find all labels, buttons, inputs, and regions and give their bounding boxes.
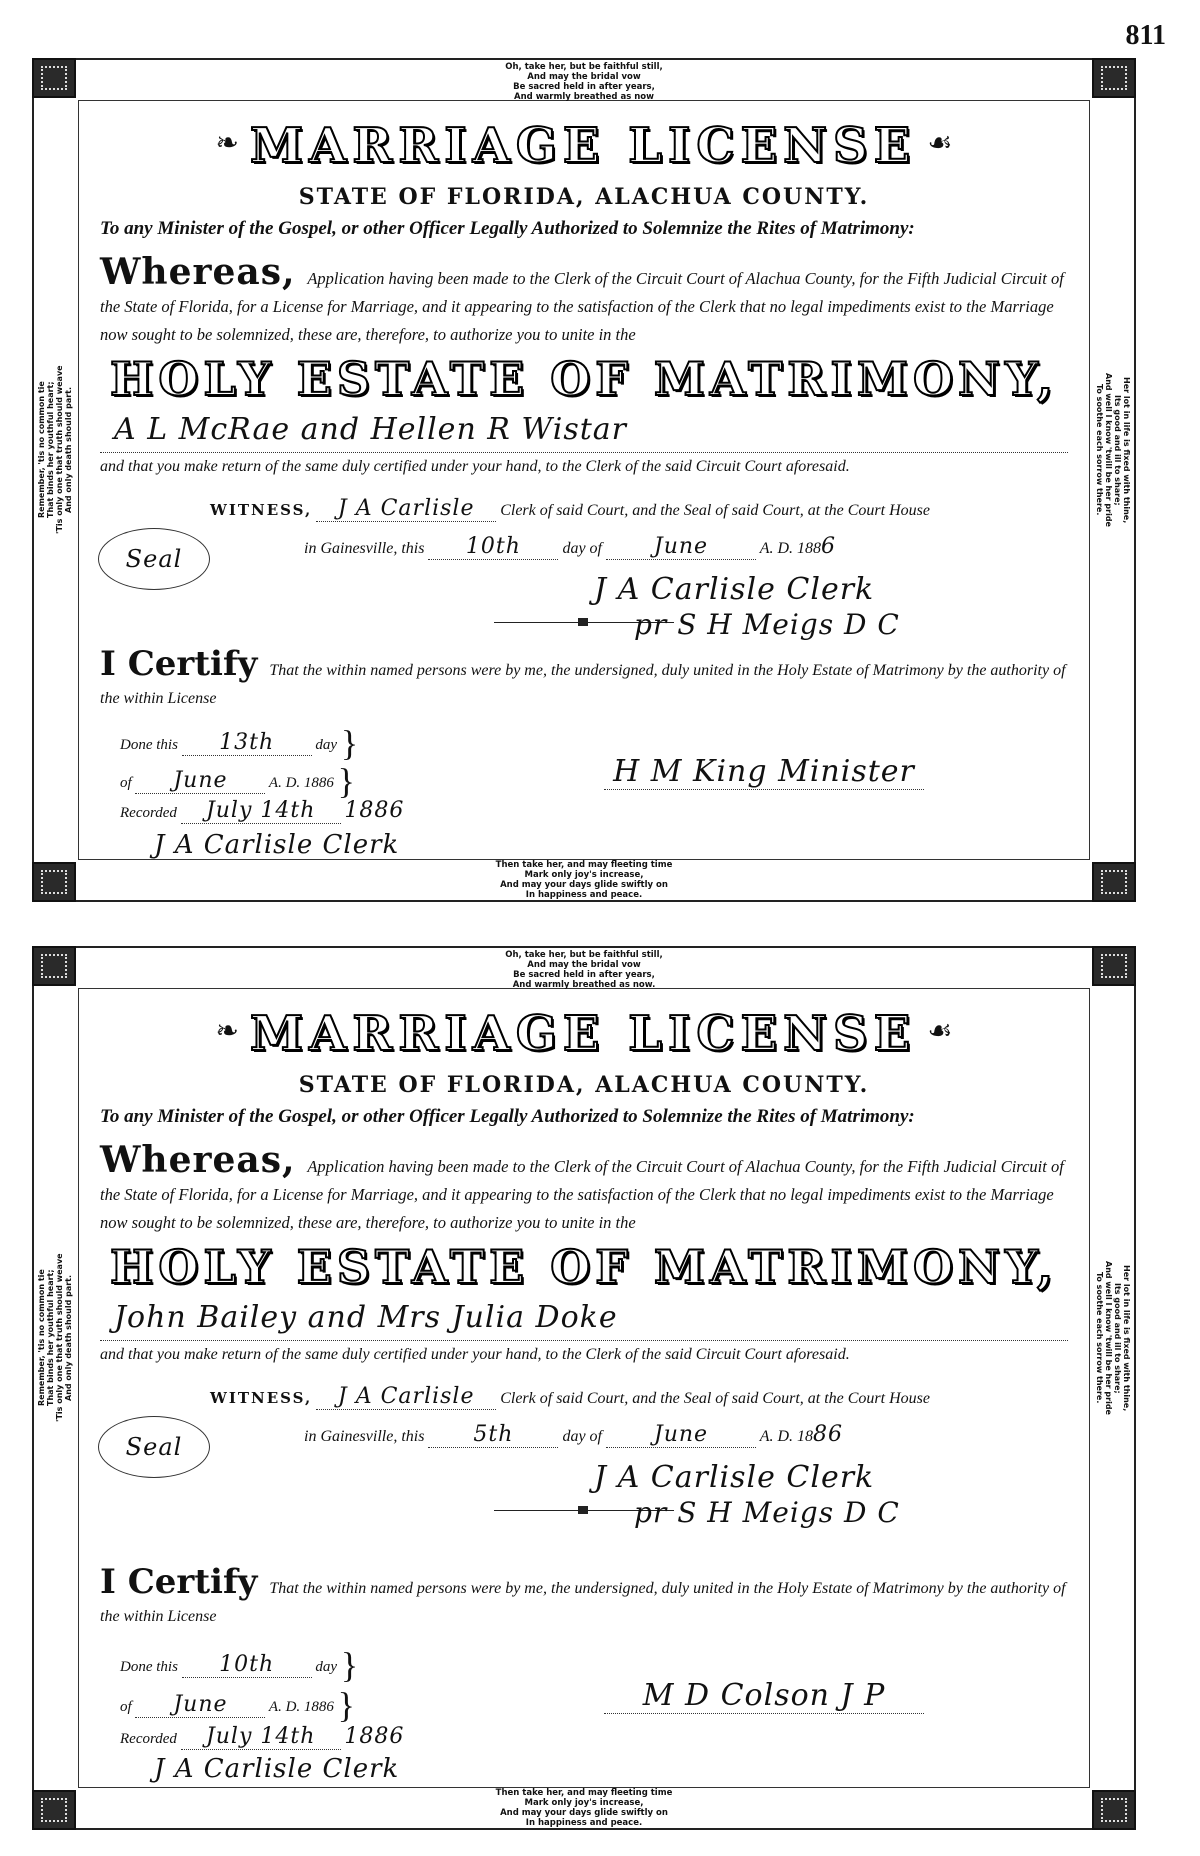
witness-signature: J A Carlisle xyxy=(316,496,496,522)
witness-row xyxy=(100,1384,1074,1410)
recorded-row xyxy=(120,798,404,824)
verse-line: And well I know 'twill be her pride xyxy=(1104,373,1113,527)
flourish-icon: ❧ xyxy=(215,1014,239,1047)
holy-estate-heading: HOLY ESTATE OF MATRIMONY, xyxy=(109,1240,1059,1294)
minister-signature: H M King Minister xyxy=(613,754,915,789)
verse-top xyxy=(34,62,1134,102)
of-label: of xyxy=(120,1699,132,1715)
day-label: day xyxy=(315,1659,338,1675)
couple-names: A L McRae and Hellen R Wistar xyxy=(114,412,627,447)
day-value: 5th xyxy=(428,1422,558,1448)
certify-text: That the within named persons were by me, the undersigned, duly united in the Holy Estate of Matrimony by the authority of the within License xyxy=(100,662,1066,707)
verse-line: And only death should part. xyxy=(64,1274,73,1402)
day-label: day xyxy=(315,737,338,753)
certify-paragraph xyxy=(100,644,1074,713)
witness-label: WITNESS, xyxy=(210,501,313,519)
certify-word: I Certify xyxy=(100,1562,258,1602)
verse-bottom xyxy=(34,1788,1134,1828)
marriage-license-2 xyxy=(32,946,1136,1830)
seal xyxy=(98,528,210,590)
done-ad: A. D. 1886 xyxy=(268,1699,334,1715)
gainesville-text: in Gainesville, this xyxy=(304,1428,425,1445)
holy-estate-heading: HOLY ESTATE OF MATRIMONY, xyxy=(109,352,1059,406)
brace-icon: } xyxy=(340,1645,359,1685)
flourish-icon: ❧ xyxy=(215,126,239,159)
done-month-row xyxy=(120,1684,355,1726)
recorded-row xyxy=(120,1724,404,1750)
verse-line: Be sacred held in after years, xyxy=(513,82,655,92)
verse-line: And well I know 'twill be her pride xyxy=(1104,1261,1113,1415)
whereas-text: Application having been made to the Clerk of the Circuit Court of Alachua County, for the Fifth Judicial Circuit of the State of Florida, for a License for Marriage, and it appearing to the satisfaction of the Clerk that no legal impediments exist to the Marriage now sought to be solemnized, these are, therefore, to authorize you to unite in the xyxy=(100,1157,1064,1232)
done-day: 10th xyxy=(182,1652,312,1678)
recorded-date: July 14th xyxy=(181,1724,341,1750)
ad-label: A. D. 18 xyxy=(759,1428,814,1445)
verse-line: Be sacred held in after years, xyxy=(513,970,655,980)
done-row xyxy=(120,1644,358,1686)
return-text: and that you make return of the same duly certified under your hand, to the Clerk of the said Circuit Court aforesaid. xyxy=(100,1346,850,1363)
verse-line: And warmly breathed as now xyxy=(514,92,654,102)
witness-label: WITNESS, xyxy=(210,1389,313,1407)
witness-signature: J A Carlisle xyxy=(316,1384,496,1410)
address-line: To any Minister of the Gospel, or other Officer Legally Authorized to Solemnize the Rites of Matrimony: xyxy=(100,1106,915,1127)
state-heading: STATE OF FLORIDA, ALACHUA COUNTY. xyxy=(298,1072,870,1098)
seal-text: Seal xyxy=(125,545,183,573)
certify-word: I Certify xyxy=(100,644,258,684)
ad-label: A. D. 188 xyxy=(759,540,822,557)
minister-signature: M D Colson J P xyxy=(642,1678,886,1713)
verse-line: Its good and ill to share; xyxy=(1113,1282,1122,1394)
verse-line: Oh, take her, but be faithful still, xyxy=(505,950,663,960)
verse-line: Oh, take her, but be faithful still, xyxy=(505,62,663,72)
day-of-label: day of xyxy=(562,540,602,557)
verse-line: And may the bridal vow xyxy=(527,960,641,970)
verse-line: And may your days glide swiftly on xyxy=(500,1808,668,1818)
whereas-paragraph xyxy=(100,1139,1068,1237)
date-row xyxy=(304,1422,843,1448)
verse-line: To soothe each sorrow there. xyxy=(1095,1272,1104,1404)
seal-text: Seal xyxy=(125,1433,183,1461)
day-value: 10th xyxy=(428,534,558,560)
couple-names: John Bailey and Mrs Julia Doke xyxy=(114,1300,618,1335)
of-label: of xyxy=(120,775,132,791)
page-number: 811 xyxy=(1125,20,1166,51)
clerk-signature: J A Carlisle Clerk xyxy=(594,1460,875,1495)
verse-top xyxy=(34,950,1134,990)
address-line: To any Minister of the Gospel, or other Officer Legally Authorized to Solemnize the Rites of Matrimony: xyxy=(100,218,915,239)
verse-line: That binds her youthful heart; xyxy=(46,1269,55,1407)
date-row xyxy=(304,534,836,560)
flourish-icon: ☙ xyxy=(927,126,953,159)
certify-paragraph xyxy=(100,1562,1074,1631)
minister-signature-line xyxy=(604,754,924,790)
clerk-text: Clerk of said Court, and the Seal of said Court, at the Court House xyxy=(500,1390,930,1407)
year-digit: 86 xyxy=(813,1422,844,1447)
certify-text: That the within named persons were by me, the undersigned, duly united in the Holy Estate of Matrimony by the authority of the within License xyxy=(100,1580,1066,1625)
license-title: MARRIAGE LICENSE xyxy=(250,1006,917,1062)
license-title: MARRIAGE LICENSE xyxy=(250,118,917,174)
done-row xyxy=(120,722,358,764)
done-day: 13th xyxy=(182,730,312,756)
clerk-signature: J A Carlisle Clerk xyxy=(594,572,875,607)
brace-icon: } xyxy=(337,1685,355,1725)
done-this-label: Done this xyxy=(120,737,178,753)
verse-bottom xyxy=(34,860,1134,900)
recorded-date: July 14th xyxy=(181,798,341,824)
recorded-year: 1886 xyxy=(344,798,405,823)
done-ad: A. D. 1886 xyxy=(268,775,334,791)
verse-line: 'Tis only one that truth should weave xyxy=(55,365,64,535)
brace-icon: } xyxy=(337,761,355,801)
month-value: June xyxy=(606,1422,756,1448)
done-month: June xyxy=(135,1692,265,1718)
flourish-icon: ☙ xyxy=(927,1014,953,1047)
verse-line: And warmly breathed as now. xyxy=(512,980,656,990)
done-this-label: Done this xyxy=(120,1659,178,1675)
recorded-clerk-signature: J A Carlisle Clerk xyxy=(154,830,400,860)
verse-line: Mark only joy's increase, xyxy=(524,1798,644,1808)
verse-line: And may your days glide swiftly on xyxy=(500,880,668,890)
deputy-signature: pr S H Meigs D C xyxy=(634,1496,900,1529)
recorded-year: 1886 xyxy=(344,1724,405,1749)
marriage-license-1 xyxy=(32,58,1136,902)
return-text: and that you make return of the same duly certified under your hand, to the Clerk of the said Circuit Court aforesaid. xyxy=(100,458,850,475)
deputy-signature: pr S H Meigs D C xyxy=(634,608,900,641)
verse-line: Mark only joy's increase, xyxy=(524,870,644,880)
verse-line: Her lot in life is fixed with thine, xyxy=(1122,376,1131,524)
verse-line: Its good and ill to share; xyxy=(1113,394,1122,506)
year-digit: 6 xyxy=(821,534,837,559)
names-line xyxy=(100,412,1068,453)
witness-row xyxy=(100,496,1074,522)
verse-line: Remember, 'tis no common tie xyxy=(37,381,46,519)
license-title-row xyxy=(34,118,1134,174)
brace-icon: } xyxy=(340,723,359,763)
clerk-text: Clerk of said Court, and the Seal of said Court, at the Court House xyxy=(500,502,930,519)
verse-line: And may the bridal vow xyxy=(527,72,641,82)
names-line xyxy=(100,1300,1068,1341)
whereas-word: Whereas, xyxy=(100,1139,296,1181)
done-month-row xyxy=(120,760,355,802)
gainesville-text: in Gainesville, this xyxy=(304,540,425,557)
verse-line: That binds her youthful heart; xyxy=(46,381,55,519)
state-heading: STATE OF FLORIDA, ALACHUA COUNTY. xyxy=(298,184,870,210)
verse-line: In happiness and peace. xyxy=(525,890,643,900)
recorded-label: Recorded xyxy=(120,805,177,821)
day-of-label: day of xyxy=(562,1428,602,1445)
recorded-label: Recorded xyxy=(120,1731,177,1747)
whereas-word: Whereas, xyxy=(100,251,296,293)
verse-line: To soothe each sorrow there. xyxy=(1095,384,1104,516)
verse-line: In happiness and peace. xyxy=(525,1818,643,1828)
verse-line: Then take her, and may fleeting time xyxy=(495,1788,673,1798)
month-value: June xyxy=(606,534,756,560)
verse-line: Her lot in life is fixed with thine, xyxy=(1122,1264,1131,1412)
done-month: June xyxy=(135,768,265,794)
minister-signature-line xyxy=(604,1678,924,1714)
whereas-paragraph xyxy=(100,251,1068,349)
verse-line: And only death should part. xyxy=(64,386,73,514)
verse-line: 'Tis only one that truth should weave xyxy=(55,1253,64,1423)
verse-line: Then take her, and may fleeting time xyxy=(495,860,673,870)
whereas-text: Application having been made to the Clerk of the Circuit Court of Alachua County, for the Fifth Judicial Circuit of the State of Florida, for a License for Marriage, and it appearing to the satisfaction of the Clerk that no legal impediments exist to the Marriage now sought to be solemnized, these are, therefore, to authorize you to unite in the xyxy=(100,269,1064,344)
license-title-row xyxy=(34,1006,1134,1062)
verse-line: Remember, 'tis no common tie xyxy=(37,1269,46,1407)
recorded-clerk-signature: J A Carlisle Clerk xyxy=(154,1754,400,1784)
seal xyxy=(98,1416,210,1478)
